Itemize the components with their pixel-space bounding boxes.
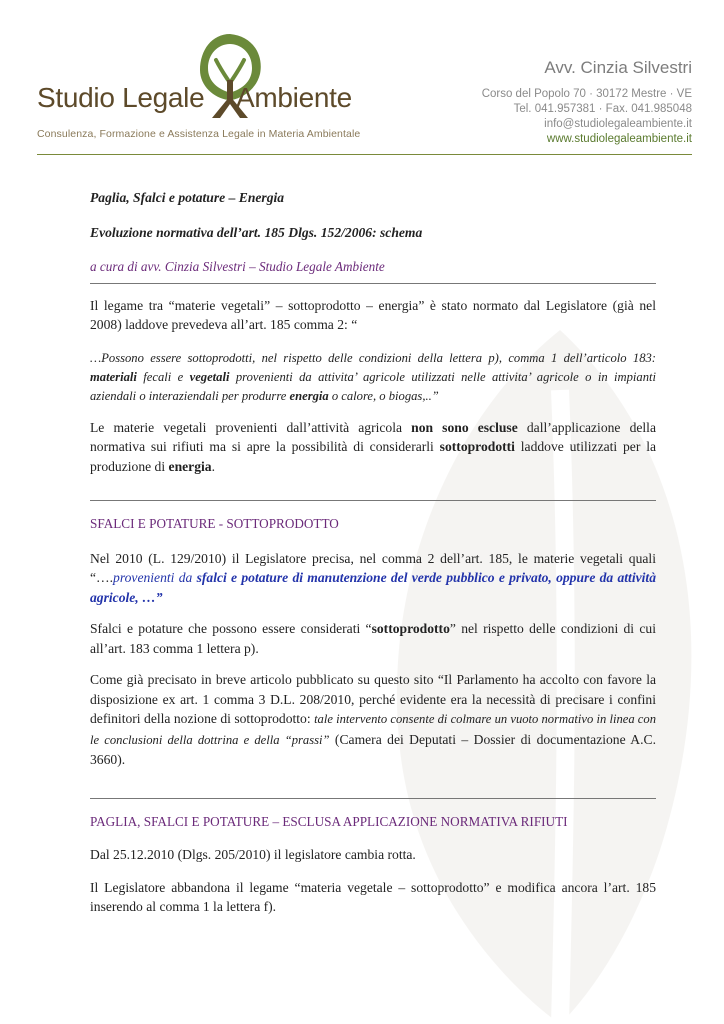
paragraph-sfalci: Sfalci e potature che possono essere considerati “sottoprodotto” nel rispetto delle condizioni di cui all’art. 183 comma 1 lettera p). bbox=[90, 621, 656, 656]
brand-name-right: Ambiente bbox=[236, 82, 352, 113]
phone-fax: Tel. 041.957381 · Fax. 041.985048 bbox=[513, 103, 692, 115]
paragraph-2010-dlgs: Dal 25.12.2010 (Dlgs. 205/2010) il legislatore cambia rotta. bbox=[90, 847, 416, 862]
section-title-sottoprodotto: SFALCI E POTATURE - SOTTOPRODOTTO bbox=[90, 516, 339, 531]
brand-tagline: Consulenza, Formazione e Assistenza Legale in Materia Ambientale bbox=[37, 128, 361, 140]
address: Corso del Popolo 70 · 30172 Mestre · VE bbox=[481, 88, 692, 100]
contact-block bbox=[482, 58, 692, 147]
paragraph-2010: Nel 2010 (L. 129/2010) il Legislatore precisa, nel comma 2 dell’art. 185, le materie vegetali quali “….provenienti da sfalci e potature di manutenzione del verde pubblico e privato, oppure da attività agricole, …” bbox=[90, 550, 656, 605]
doc-title: Paglia, Sfalci e potature – Energia bbox=[90, 190, 285, 205]
paragraph-materie-vegetali: Le materie vegetali provenienti dall’attività agricola non sono escluse dall’applicazione della normativa sui rifiuti ma si apre la possibilità di considerarli sottoprodotti laddove utilizzati per la produzione di energia. bbox=[90, 419, 657, 474]
header-divider bbox=[37, 154, 692, 155]
paragraph-lettera-f: Il Legislatore abbandona il legame “materia vegetale – sottoprodotto” e modifica ancora l’art. 185 inserendo al comma 1 la lettera f). bbox=[90, 879, 656, 914]
byline: a cura di avv. Cinzia Silvestri – Studio Legale Ambiente bbox=[90, 257, 656, 284]
section-title-esclusa: PAGLIA, SFALCI E POTATURE – ESCLUSA APPLICAZIONE NORMATIVA RIFIUTI bbox=[90, 813, 568, 829]
brand-name-left: Studio Legale bbox=[37, 82, 205, 113]
section-divider bbox=[90, 500, 656, 501]
doc-subtitle: Evoluzione normativa dell’art. 185 Dlgs. 152/2006: schema bbox=[90, 224, 423, 240]
paragraph-parlamento: Come già precisato in breve articolo pubblicato su questo sito “Il Parlamento ha accolto con favore la disposizione ex art. 1 comma 3 D.L. 208/2010, perché evidente era la necessità di precisare i confini definitori della nozione di sottoprodotto: tale intervento consente di colmare un vuoto normativo in linea con le conclusioni della dottrina e della “prassi” (Camera dei Deputati – Dossier di documentazione A.C. 3660). bbox=[90, 672, 656, 767]
section-divider bbox=[90, 798, 656, 799]
paragraph-intro: Il legame tra “materie vegetali” – sottoprodotto – energia” è stato normato dal Legislatore (già nel 2008) laddove prevedeva all’art. 185 comma 2: “ bbox=[90, 297, 656, 332]
website-link[interactable]: www.studiolegaleambiente.it bbox=[546, 133, 692, 145]
quote-art-185: …Possono essere sottoprodotti, nel rispetto delle condizioni della lettera p), comma 1 dell’articolo 183: materiali fecali e vegetali provenienti da attivita’ agricole utilizzati nelle attivita’ agricole o in impianti aziendali o interaziendali per produrre energia o calore, o biogas,..” bbox=[90, 350, 656, 403]
email-link[interactable]: info@studiolegaleambiente.it bbox=[544, 118, 692, 130]
letterhead bbox=[0, 0, 724, 160]
document-body bbox=[90, 188, 656, 917]
lawyer-name: Avv. Cinzia Silvestri bbox=[544, 58, 692, 77]
